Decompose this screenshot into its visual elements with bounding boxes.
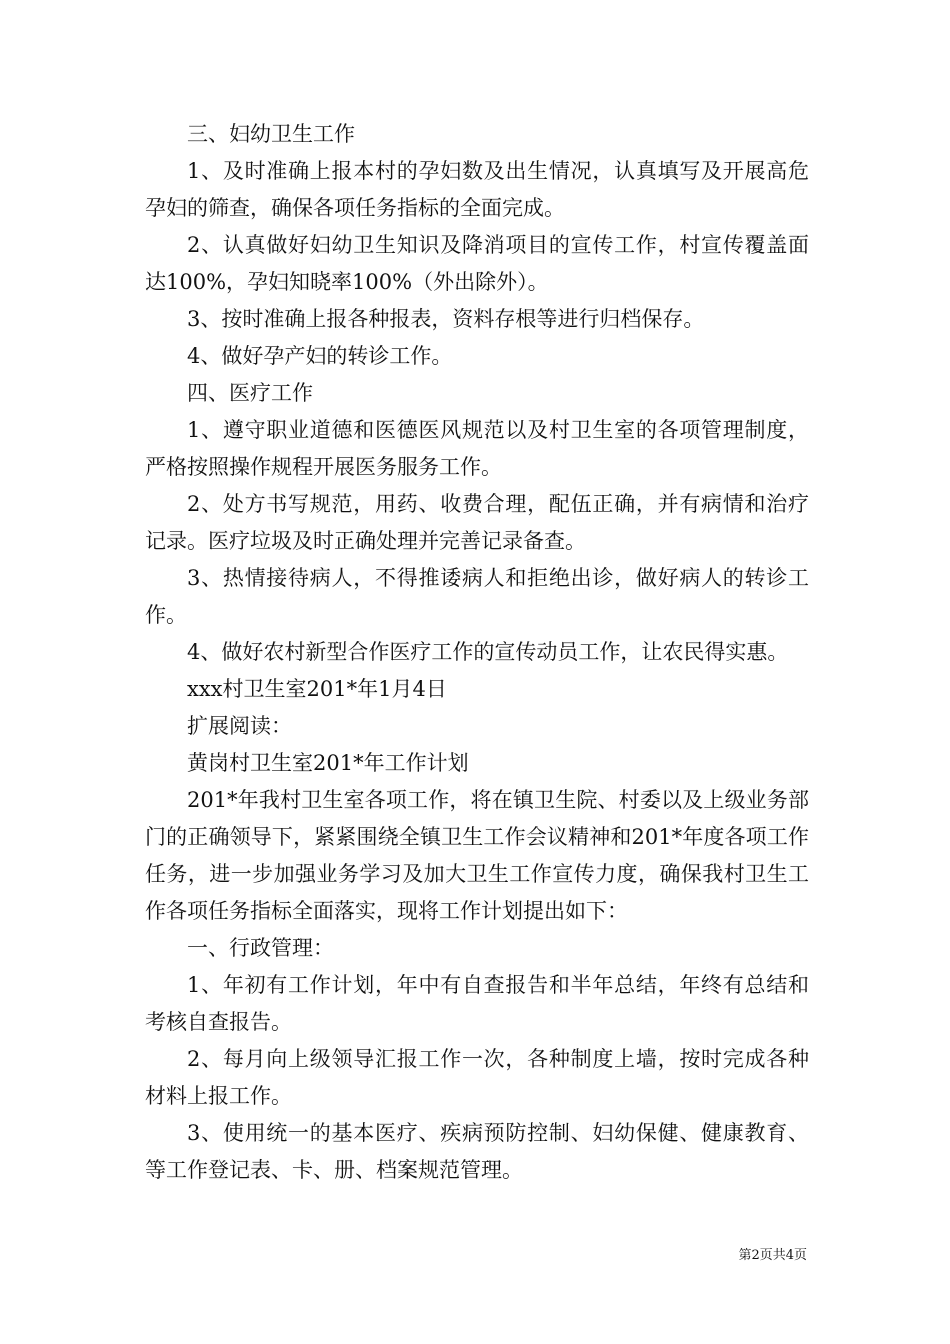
paragraph: 3、使用统一的基本医疗、疾病预防控制、妇幼保健、健康教育、等工作登记表、卡、册、档案规范管理。 [145, 1121, 809, 1182]
paragraph: 201*年我村卫生室各项工作，将在镇卫生院、村委以及上级业务部门的正确领导下，紧紧围绕全镇卫生工作会议精神和201*年度各项工作任务，进一步加强业务学习及加大卫生工作宣传力度，确保我村卫生工作各项任务指标全面落实，现将工作计划提出如下： [145, 788, 809, 923]
paragraph: 1、遵守职业道德和医德医风规范以及村卫生室的各项管理制度，严格按照操作规程开展医务服务工作。 [145, 418, 809, 479]
paragraph: 4、做好农村新型合作医疗工作的宣传动员工作，让农民得实惠。 [187, 640, 789, 664]
page-number-footer: 第2页共4页 [738, 1248, 807, 1263]
paragraph: 3、按时准确上报各种报表，资料存根等进行归档保存。 [187, 307, 705, 331]
section-heading-maternal-child-health: 三、妇幼卫生工作 [187, 122, 355, 146]
signature-date: xxx村卫生室201*年1月4日 [187, 677, 447, 701]
paragraph: 4、做好孕产妇的转诊工作。 [187, 344, 453, 368]
paragraph: 2、每月向上级领导汇报工作一次，各种制度上墙，按时完成各种材料上报工作。 [145, 1047, 809, 1108]
paragraph: 1、年初有工作计划，年中有自查报告和半年总结，年终有总结和考核自查报告。 [145, 973, 809, 1034]
sub-document-title: 黄岗村卫生室201*年工作计划 [187, 751, 469, 775]
section-heading-medical-work: 四、医疗工作 [187, 381, 313, 405]
extended-reading-label: 扩展阅读： [187, 714, 292, 738]
paragraph: 1、及时准确上报本村的孕妇数及出生情况，认真填写及开展高危孕妇的筛查，确保各项任务指标的全面完成。 [145, 159, 809, 220]
section-heading-administration: 一、行政管理： [187, 936, 334, 960]
paragraph: 3、热情接待病人，不得推诿病人和拒绝出诊，做好病人的转诊工作。 [145, 566, 809, 627]
paragraph: 2、处方书写规范，用药、收费合理，配伍正确，并有病情和治疗记录。医疗垃圾及时正确处理并完善记录备查。 [145, 492, 809, 553]
paragraph: 2、认真做好妇幼卫生知识及降消项目的宣传工作，村宣传覆盖面达100%，孕妇知晓率100%（外出除外）。 [145, 233, 809, 294]
document-body [145, 116, 809, 1189]
